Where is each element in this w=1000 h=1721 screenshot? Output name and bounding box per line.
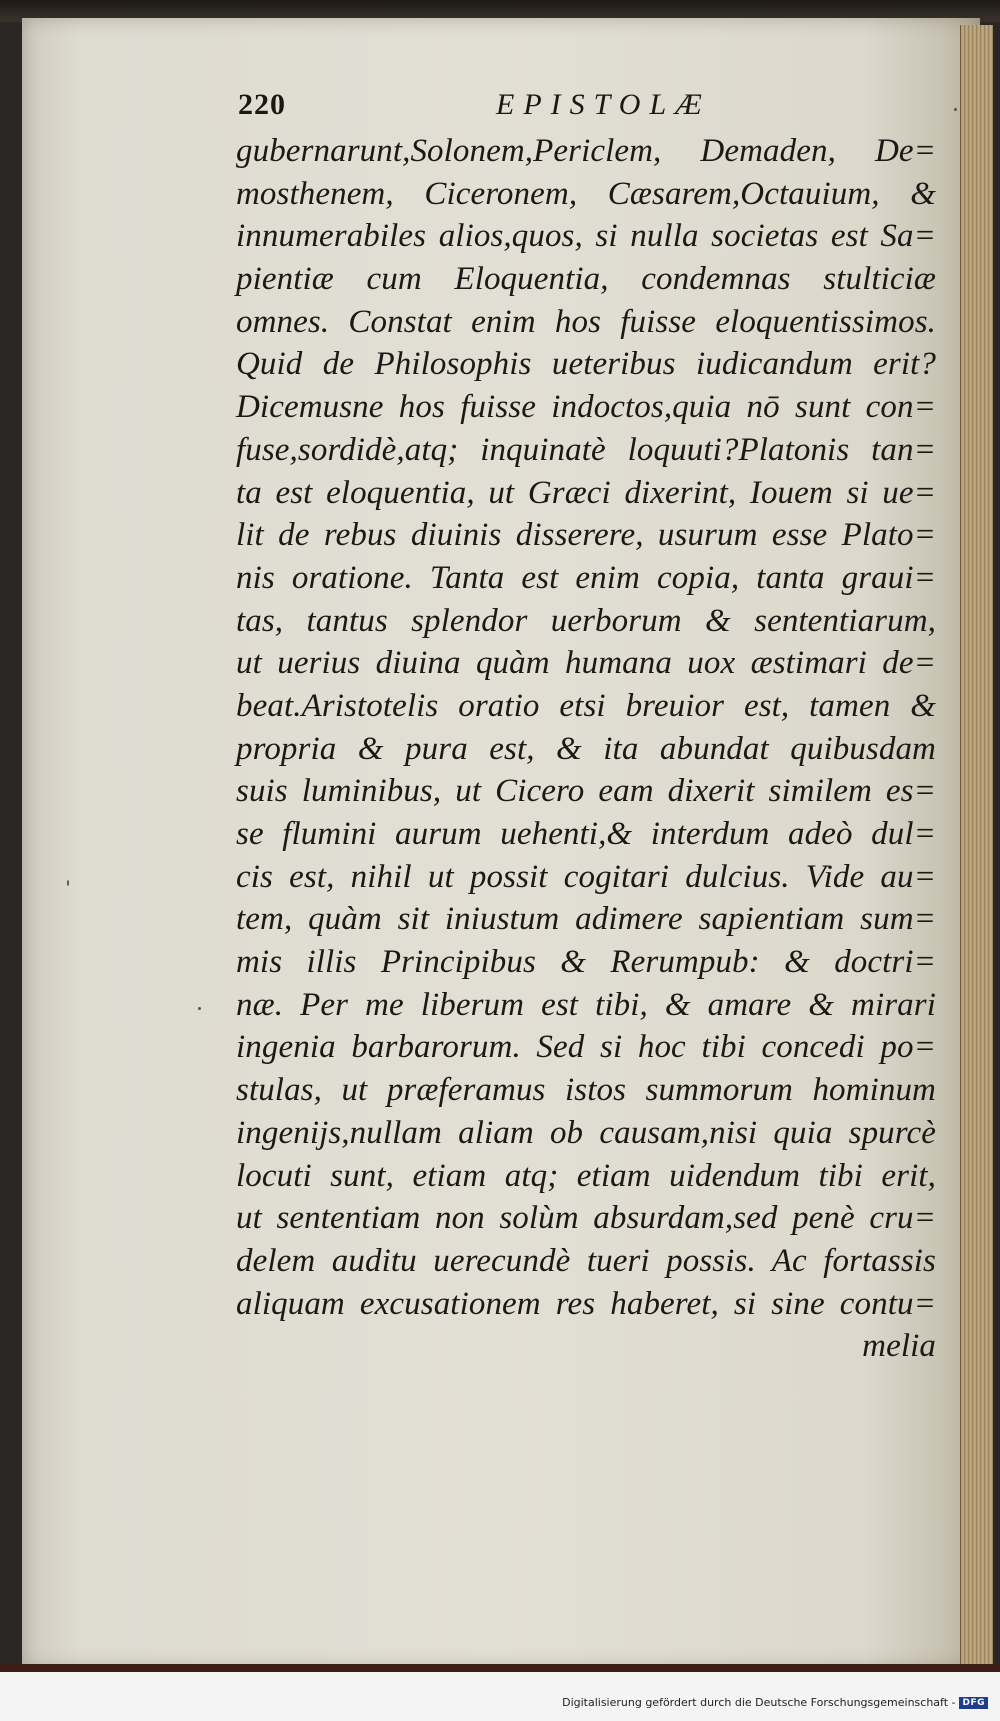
paper-speck (954, 108, 957, 111)
running-head (238, 88, 938, 128)
digitization-credit (562, 1696, 988, 1709)
text-line: ingenijs,nullam aliam ob causam,nisi quia spurcè (236, 1114, 936, 1151)
text-line: lit de rebus diuinis disserere, usurum esse Plato= (236, 517, 936, 554)
text-line: gubernarunt,Solonem,Periclem, Demaden, De= (236, 133, 936, 169)
text-line: stulas, ut præferamus istos summorum hominum (236, 1072, 936, 1109)
text-line: omnes. Constat enim hos fuisse eloquentissimos. (236, 303, 936, 340)
catchword: melia (862, 1328, 936, 1365)
text-line: fuse,sordidè,atq; inquinatè loquuti?Platonis tan= (236, 431, 936, 468)
text-line: delem auditu uerecundè tueri possis. Ac fortassis (236, 1242, 936, 1279)
text-line: ut sententiam non solùm absurdam,sed penè cru= (236, 1200, 936, 1237)
page-number: 220 (238, 88, 286, 121)
text-line: aliquam excusationem res haberet, si sine contu= (236, 1285, 936, 1322)
text-line: innumerabiles alios,quos, si nulla societas est Sa= (236, 218, 936, 255)
text-line: mis illis Principibus & Rerumpub: & doctri= (236, 944, 936, 981)
text-line: Quid de Philosophis ueteribus iudicandum erit? (236, 346, 936, 383)
text-line: nis oratione. Tanta est enim copia, tanta graui= (236, 559, 936, 596)
text-line: tas, tantus splendor uerborum & sententiarum, (236, 602, 936, 639)
text-line: beat.Aristotelis oratio etsi breuior est, tamen & (236, 687, 936, 724)
text-line: ingenia barbarorum. Sed si hoc tibi concedi po= (236, 1029, 936, 1066)
text-line: cis est, nihil ut possit cogitari dulcius. Vide au= (236, 858, 936, 895)
text-line: pientiæ cum Eloquentia, condemnas stulticiæ (236, 261, 936, 298)
text-line: se flumini aurum uehenti,& interdum adeò dul= (236, 816, 936, 852)
credit-text: Digitalisierung gefördert durch die Deutsche Forschungsgemeinschaft - (562, 1696, 956, 1709)
text-line: ta est eloquentia, ut Græci dixerint, Iouem si ue= (236, 474, 936, 511)
running-title: EPISTOLÆ (496, 88, 711, 121)
paper-speck (67, 880, 69, 886)
text-line: næ. Per me liberum est tibi, & amare & mirari (236, 986, 936, 1023)
text-line: Dicemusne hos fuisse indoctos,quia nō sunt con= (236, 389, 936, 426)
text-line: suis luminibus, ut Cicero eam dixerit similem es= (236, 773, 936, 810)
book-fore-edge (960, 25, 993, 1665)
paper-speck (198, 1007, 201, 1010)
text-line: tem, quàm sit iniustum adimere sapientiam sum= (236, 901, 936, 938)
text-line: mosthenem, Ciceronem, Cæsarem,Octauium, & (236, 175, 936, 212)
dfg-logo: DFG (959, 1697, 988, 1709)
body-text (236, 130, 936, 1368)
text-line: propria & pura est, & ita abundat quibusdam (236, 730, 936, 767)
text-line: ut uerius diuina quàm humana uox æstimari de= (236, 645, 936, 682)
text-line: locuti sunt, etiam atq; etiam uidendum tibi erit, (236, 1157, 936, 1194)
